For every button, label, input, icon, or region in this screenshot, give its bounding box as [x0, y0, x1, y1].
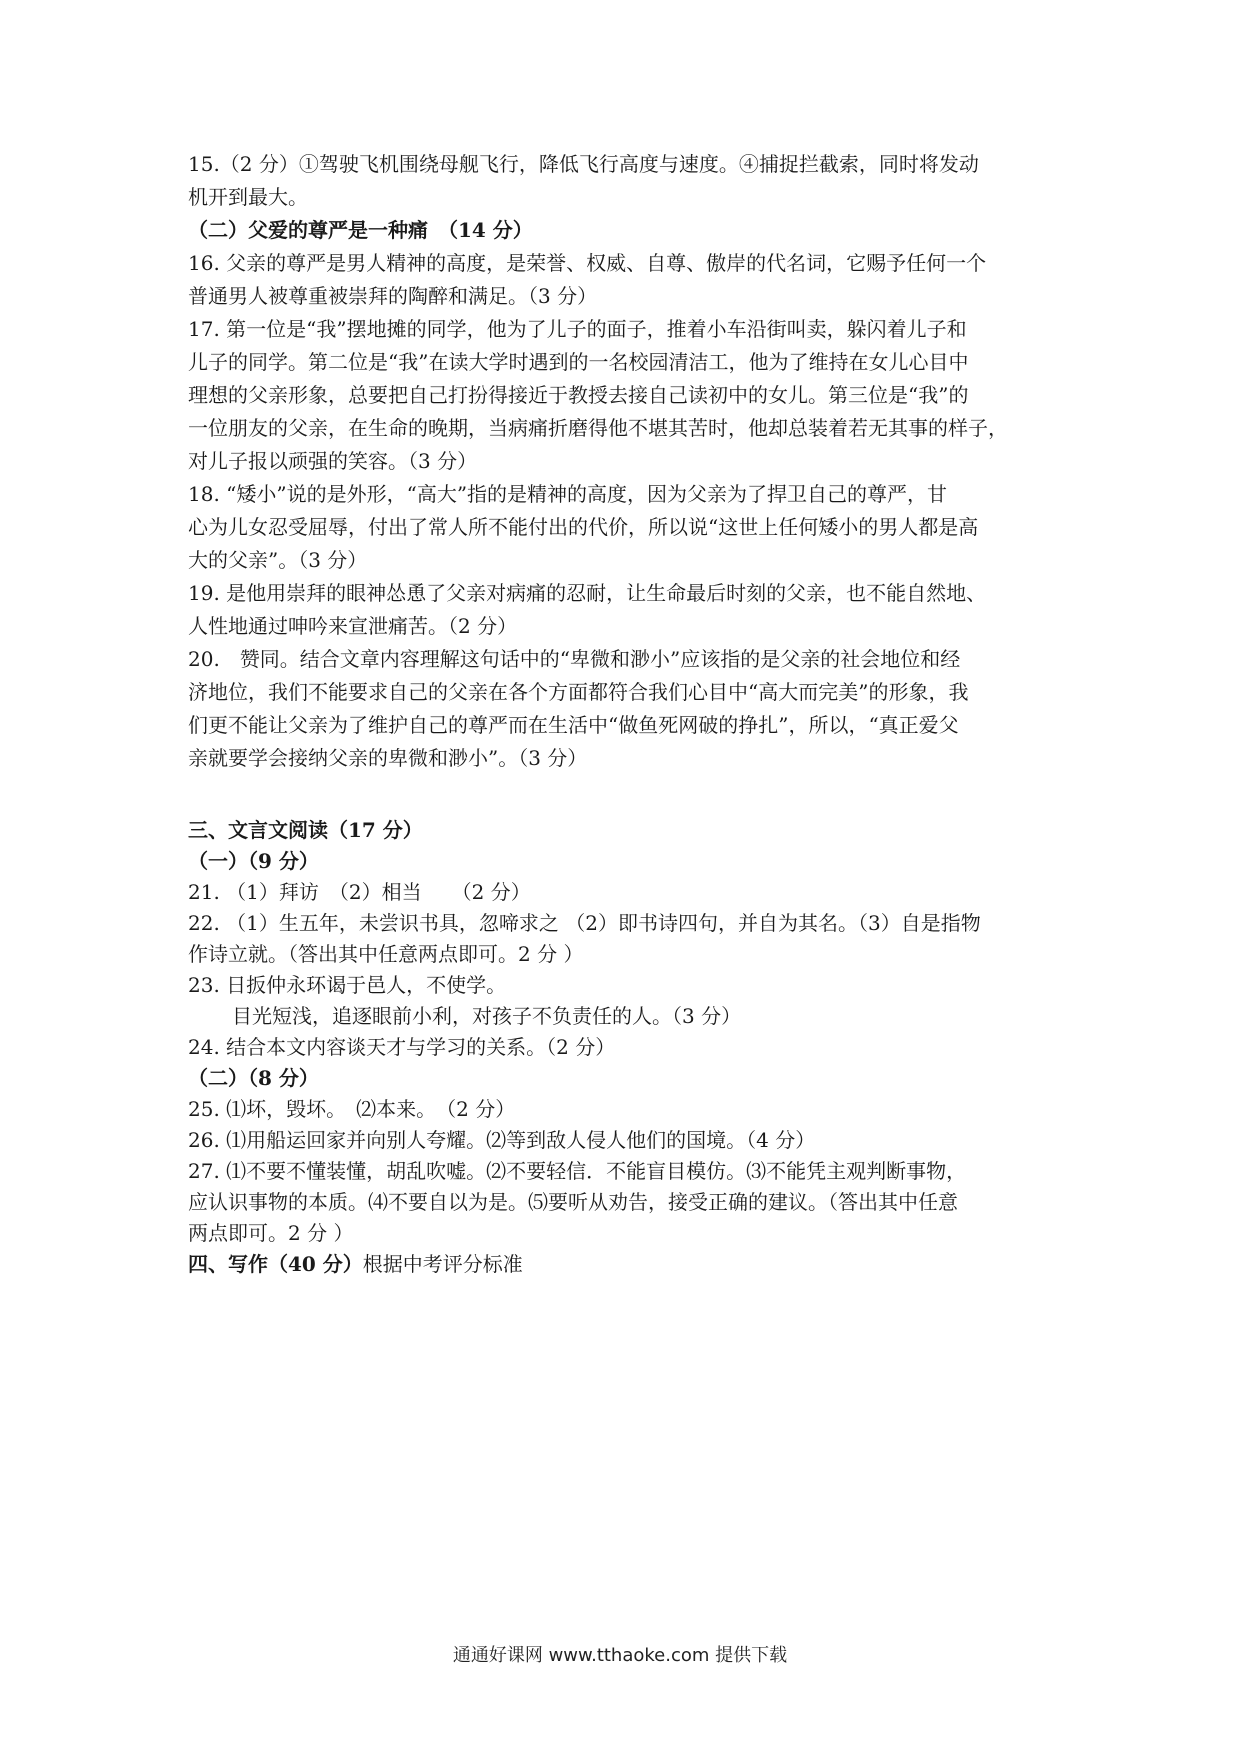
answer-22	[188, 908, 1068, 970]
answer-24: 24. 结合本文内容谈天才与学习的关系。（2 分）	[188, 1035, 616, 1059]
answer-25: 25. ⑴坏，毁坏。 ⑵本来。 （2 分）	[188, 1097, 516, 1121]
answer-17	[188, 313, 1068, 478]
answer-line: 22. （1）生五年，未尝识书具，忽啼求之 （2）即书诗四句，并自为其名。（3）自是指物	[188, 911, 981, 935]
answer-line: 儿子的同学。第二位是“我”在读大学时遇到的一名校园清洁工，他为了维持在女儿心目中	[188, 350, 969, 374]
answer-line: 应认识事物的本质。⑷不要自以为是。⑸要听从劝告，接受正确的建议。（答出其中任意	[188, 1190, 958, 1214]
answer-line: 理想的父亲形象，总要把自己打扮得接近于教授去接自己读初中的女儿。第三位是“我”的	[188, 383, 969, 407]
answer-line: 15.（2 分）①驾驶飞机围绕母舰飞行，降低飞行高度与速度。④捕捉拦截索，同时将发动	[188, 152, 979, 176]
answer-23	[188, 970, 1068, 1032]
section-heading-2: （二）父爱的尊严是一种痛 （14 分）	[188, 218, 533, 242]
part-heading-4	[188, 1249, 1068, 1280]
section-gap	[188, 775, 1068, 815]
answer-line: 目光短浅，追逐眼前小利，对孩子不负责任的人。（3 分）	[232, 1004, 742, 1028]
answer-line: 济地位，我们不能要求自己的父亲在各个方面都符合我们心目中“高大而完美”的形象，我	[188, 680, 969, 704]
answer-27	[188, 1156, 1068, 1249]
answer-19	[188, 577, 1068, 643]
answer-line: 对儿子报以顽强的笑容。（3 分）	[188, 449, 478, 473]
answer-line: 人性地通过呻吟来宣泄痛苦。（2 分）	[188, 614, 518, 638]
answer-line: 一位朋友的父亲，在生命的晚期，当病痛折磨得他不堪其苦时，他却总装着若无其事的样子，	[188, 416, 1008, 440]
answer-18	[188, 478, 1068, 577]
answer-line: 心为儿女忍受屈辱，付出了常人所不能付出的代价，所以说“这世上任何矮小的男人都是高	[188, 515, 979, 539]
answer-line: 19. 是他用崇拜的眼神怂恿了父亲对病痛的忍耐，让生命最后时刻的父亲，也不能自然地、	[188, 581, 987, 605]
answer-line: 16. 父亲的尊严是男人精神的高度，是荣誉、权威、自尊、傲岸的代名词，它赐予任何一个	[188, 251, 987, 275]
subsection-heading: （一）（9 分）	[188, 849, 319, 873]
answer-15	[188, 148, 1068, 214]
subsection-heading: （二）（8 分）	[188, 1066, 319, 1090]
answer-line: 20. 赞同。结合文章内容理解这句话中的“卑微和渺小”应该指的是父亲的社会地位和经	[188, 647, 961, 671]
answer-16	[188, 247, 1068, 313]
answer-line: 亲就要学会接纳父亲的卑微和渺小”。（3 分）	[188, 746, 588, 770]
answer-sheet	[188, 148, 1068, 1280]
part-heading-4-text: 根据中考评分标准	[362, 1252, 523, 1276]
answer-line: 大的父亲”。（3 分）	[188, 548, 368, 572]
answer-line: 17. 第一位是“我”摆地摊的同学，他为了儿子的面子，推着小车沿街叫卖，躲闪着儿子和	[188, 317, 967, 341]
answer-line: 机开到最大。	[188, 185, 308, 209]
part-heading-4-title: 四、写作（40 分）	[188, 1252, 363, 1276]
answer-line: 作诗立就。（答出其中任意两点即可。2 分 ）	[188, 942, 584, 966]
answer-line: 23. 日扳仲永环谒于邑人，不使学。	[188, 973, 507, 997]
answer-26: 26. ⑴用船运回家并向别人夸耀。⑵等到敌人侵人他们的国境。（4 分）	[188, 1128, 816, 1152]
answer-line: 普通男人被尊重被崇拜的陶醉和满足。（3 分）	[188, 284, 598, 308]
answer-line: 们更不能让父亲为了维护自己的尊严而在生活中“做鱼死网破的挣扎”，所以，“真正爱父	[188, 713, 959, 737]
part-heading-3: 三、文言文阅读（17 分）	[188, 818, 423, 842]
answer-line: 18. “矮小”说的是外形，“高大”指的是精神的高度，因为父亲为了捍卫自己的尊严，甘	[188, 482, 948, 506]
answer-line: 两点即可。2 分 ）	[188, 1221, 354, 1245]
answer-21: 21. （1）拜访 （2）相当 （2 分）	[188, 880, 531, 904]
footer-source: 通通好课网 www.tthaoke.com 提供下载	[452, 1645, 788, 1666]
answer-20	[188, 643, 1068, 775]
answer-line: 27. ⑴不要不懂装懂，胡乱吹嘘。⑵不要轻信．不能盲目模仿。⑶不能凭主观判断事物，	[188, 1159, 967, 1183]
